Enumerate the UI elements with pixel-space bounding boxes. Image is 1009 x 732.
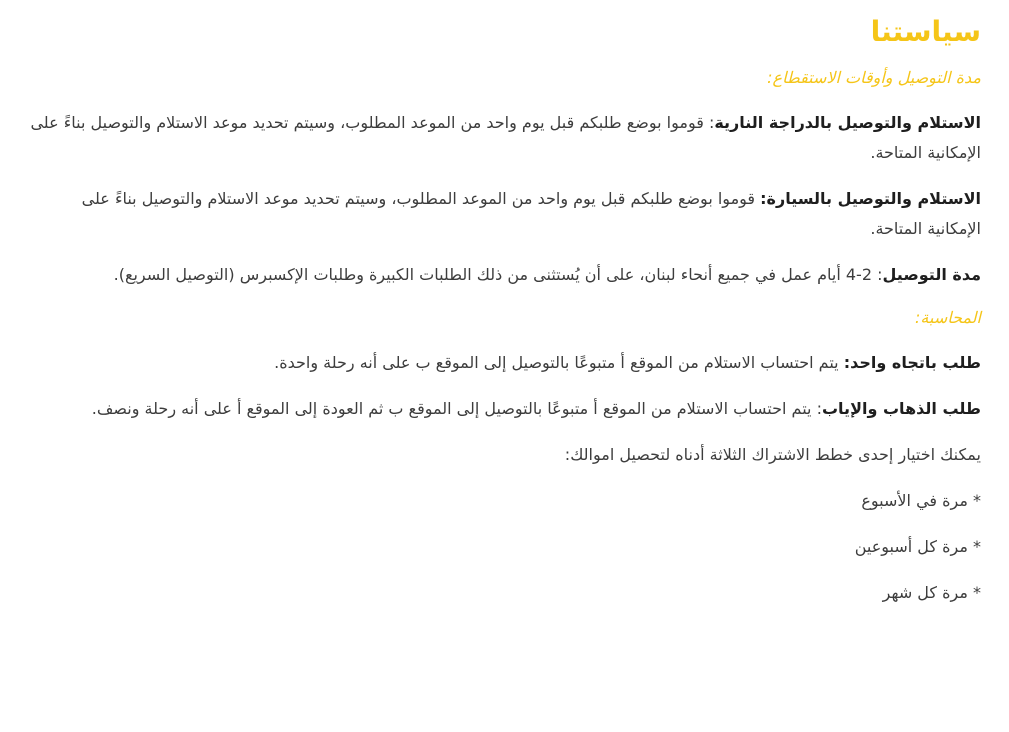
motorbike-delivery-label: الاستلام والتوصيل بالدراجة النارية [714,113,981,132]
motorbike-delivery-text: : قوموا بوضع طلبكم قبل يوم واحد من الموعد المطلوب، وسيتم تحديد موعد الاستلام والتوصيل بناءً على الإمكانية المتاحة. [30,113,981,162]
car-delivery-text: قوموا بوضع طلبكم قبل يوم واحد من الموعد المطلوب، وسيتم تحديد موعد الاستلام والتوصيل بناءً على الإمكانية المتاحة. [81,189,981,238]
round-trip-paragraph [28,394,981,424]
round-trip-text: : يتم احتساب الاستلام من الموقع أ متبوعًا بالتوصيل إلى الموقع ب ثم العودة إلى الموقع أ على أنه رحلة ونصف. [91,399,822,418]
subscription-intro: يمكنك اختيار إحدى خطط الاشتراك الثلاثة أدناه لتحصيل اموالك: [564,445,981,464]
delivery-duration-label: مدة التوصيل [882,265,981,284]
car-delivery-label: الاستلام والتوصيل بالسيارة: [760,189,981,208]
car-delivery-paragraph [28,184,981,244]
one-way-label: طلب باتجاه واحد: [843,353,981,372]
round-trip-label: طلب الذهاب والإياب [821,399,981,418]
one-way-paragraph [28,348,981,378]
plan-monthly: * مرة كل شهر [882,583,981,602]
motorbike-delivery-paragraph [28,108,981,168]
plan-biweekly: * مرة كل أسبوعين [854,537,981,556]
delivery-times-heading: مدة التوصيل وأوقات الاستقطاع: [767,68,981,87]
delivery-duration-paragraph [28,260,981,290]
billing-heading: المحاسبة: [915,308,981,327]
one-way-text: يتم احتساب الاستلام من الموقع أ متبوعًا بالتوصيل إلى الموقع ب على أنه رحلة واحدة. [274,353,844,372]
plan-weekly: * مرة في الأسبوع [861,491,981,510]
page-title: سياستنا [870,15,981,48]
delivery-duration-text: : 2-4 أيام عمل في جميع أنحاء لبنان، على أن يُستثنى من ذلك الطلبات الكبيرة وطلبات الإكسبرس (التوصيل السريع). [113,265,883,284]
